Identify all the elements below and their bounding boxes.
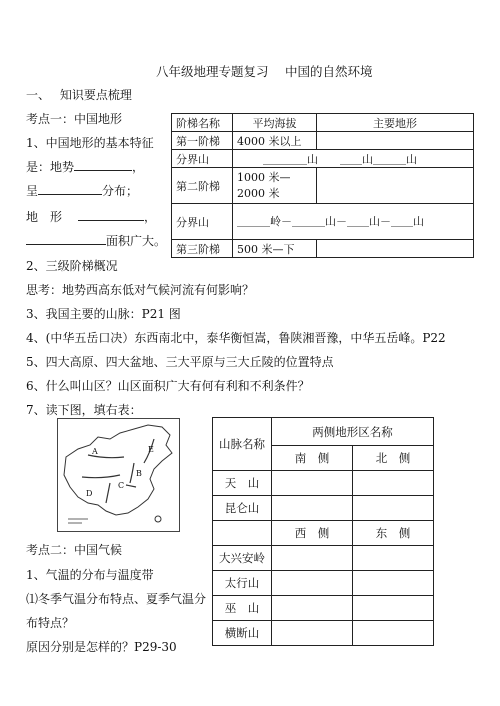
mountain-row xyxy=(213,596,434,621)
mountain-header-top: 两侧地形区名称 xyxy=(272,418,434,446)
mountain-col-label: 山脉名称 xyxy=(213,418,272,471)
terrain-row xyxy=(172,132,474,150)
terrain-header-main: 主要地形 xyxy=(317,114,474,132)
terrain-row-name: 第二阶梯 xyxy=(172,168,233,204)
mountain-cell[interactable] xyxy=(272,621,353,646)
mountain-header-row xyxy=(213,418,434,446)
item-2: 2、三级阶梯概况 xyxy=(26,259,118,273)
q1-blank-2[interactable] xyxy=(38,183,102,195)
page-title: 八年级地理专题复习 中国的自然环境 xyxy=(156,64,373,79)
item-5: 5、四大高原、四大盆地、三大平原与三大丘陵的位置特点 xyxy=(26,355,334,369)
mountain-subheader-row xyxy=(213,521,434,546)
q1-line4 xyxy=(26,208,156,225)
mountain-cell[interactable] xyxy=(353,571,434,596)
mountain-cell[interactable] xyxy=(272,596,353,621)
climate-line-4: 原因分别是怎样的？P29-30 xyxy=(26,640,177,654)
terrain-table xyxy=(171,113,474,258)
mountain-cell[interactable] xyxy=(353,596,434,621)
item-think: 思考：地势西高东低对气候河流有何影响？ xyxy=(26,283,255,297)
mountain-cell[interactable] xyxy=(272,471,353,496)
map-label-e: E xyxy=(148,445,154,454)
mountain-cell[interactable] xyxy=(353,496,434,521)
q1-blank-4[interactable] xyxy=(26,233,106,245)
mountain-cell[interactable] xyxy=(272,496,353,521)
q1-line1: 1、中国地形的基本特征 xyxy=(26,136,154,150)
q1-line3 xyxy=(26,182,138,199)
terrain-row-name: 第三阶梯 xyxy=(172,240,233,258)
terrain-row-main[interactable] xyxy=(317,132,474,150)
mountain-name: 大兴安岭 xyxy=(213,546,272,571)
q1-blank-3[interactable] xyxy=(78,209,144,221)
q1-line2-end: ， xyxy=(132,160,145,174)
q1-line3-text: 呈 xyxy=(26,184,39,198)
mountain-row xyxy=(213,546,434,571)
q1-line4-end: ， xyxy=(144,210,157,224)
map-label-c: C xyxy=(118,481,125,490)
item-6: 6、什么叫山区？山区面积广大有何有利和不利条件？ xyxy=(26,379,310,393)
mountain-name: 昆仑山 xyxy=(213,496,272,521)
terrain-row-main[interactable] xyxy=(317,168,474,204)
mountain-cell[interactable] xyxy=(353,546,434,571)
climate-line-3: 布特点？ xyxy=(26,616,75,630)
terrain-row-alt: 1000 米—2000 米 xyxy=(233,168,317,204)
item-4: 4、(中华五岳口决）东西南北中，泰华衡恒嵩，鲁陕湘晋豫，中华五岳峰。P22 xyxy=(26,331,446,345)
mountain-name: 太行山 xyxy=(213,571,272,596)
q1-line4-text: 地 形 xyxy=(26,210,63,224)
mountain-north-header: 北 侧 xyxy=(353,446,434,471)
mountain-cell[interactable] xyxy=(353,471,434,496)
terrain-row-main[interactable] xyxy=(317,240,474,258)
mountain-name: 天 山 xyxy=(213,471,272,496)
section-heading: 一、 知识要点梳理 xyxy=(26,88,132,102)
kaodian-1-heading: 考点一：中国地形 xyxy=(26,112,123,126)
terrain-row-alt: 4000 米以上 xyxy=(233,132,317,150)
terrain-row xyxy=(172,240,474,258)
terrain-row xyxy=(172,168,474,204)
terrain-row-alt: 500 米—下 xyxy=(233,240,317,258)
mountain-row xyxy=(213,496,434,521)
mountain-cell[interactable] xyxy=(353,621,434,646)
q1-line2-text: 是：地势 xyxy=(26,160,75,174)
terrain-row xyxy=(172,204,474,240)
terrain-header-row xyxy=(172,114,474,132)
map-label-d: D xyxy=(86,489,93,498)
mountain-blank-cell xyxy=(213,521,272,546)
mountain-cell[interactable] xyxy=(272,546,353,571)
terrain-header-name: 阶梯名称 xyxy=(172,114,233,132)
mountain-table xyxy=(212,417,434,646)
mountain-east-header: 东 侧 xyxy=(353,521,434,546)
kaodian-2-heading: 考点二：中国气候 xyxy=(26,543,123,557)
terrain-row-name: 分界山 xyxy=(172,204,233,240)
item-7: 7、读下图，填右表： xyxy=(26,403,142,417)
climate-line-2: ⑴冬季气温分布特点、夏季气温分 xyxy=(26,592,207,606)
mountain-row xyxy=(213,471,434,496)
mountain-row xyxy=(213,571,434,596)
terrain-row-name: 第一阶梯 xyxy=(172,132,233,150)
mountain-name: 巫 山 xyxy=(213,596,272,621)
china-map-outline xyxy=(58,419,179,531)
terrain-row-name: 分界山 xyxy=(172,150,233,168)
mountain-south-header: 南 侧 xyxy=(272,446,353,471)
mountain-west-header: 西 侧 xyxy=(272,521,353,546)
terrain-row xyxy=(172,150,474,168)
mountain-row xyxy=(213,621,434,646)
q1-line2 xyxy=(26,158,144,175)
mountain-cell[interactable] xyxy=(272,571,353,596)
terrain-row-alt[interactable]: ＿＿＿岭－＿＿＿山－＿＿山－＿＿山 xyxy=(233,204,474,240)
q1-line3-end: 分布； xyxy=(102,184,139,198)
item-3: 3、我国主要的山脉：P21 图 xyxy=(26,307,181,321)
mountain-name: 横断山 xyxy=(213,621,272,646)
map-label-a: A xyxy=(92,447,98,456)
q1-line5-end: 面积广大。 xyxy=(106,234,167,248)
q1-line5 xyxy=(26,232,166,249)
china-map xyxy=(57,418,180,532)
terrain-header-alt: 平均海拔 xyxy=(233,114,317,132)
climate-line-1: 1、气温的分布与温度带 xyxy=(26,568,154,582)
terrain-row-alt[interactable]: ＿＿＿＿山 ＿＿山＿＿＿山 xyxy=(233,150,474,168)
map-label-b: B xyxy=(136,469,142,478)
q1-blank-1[interactable] xyxy=(74,159,132,171)
